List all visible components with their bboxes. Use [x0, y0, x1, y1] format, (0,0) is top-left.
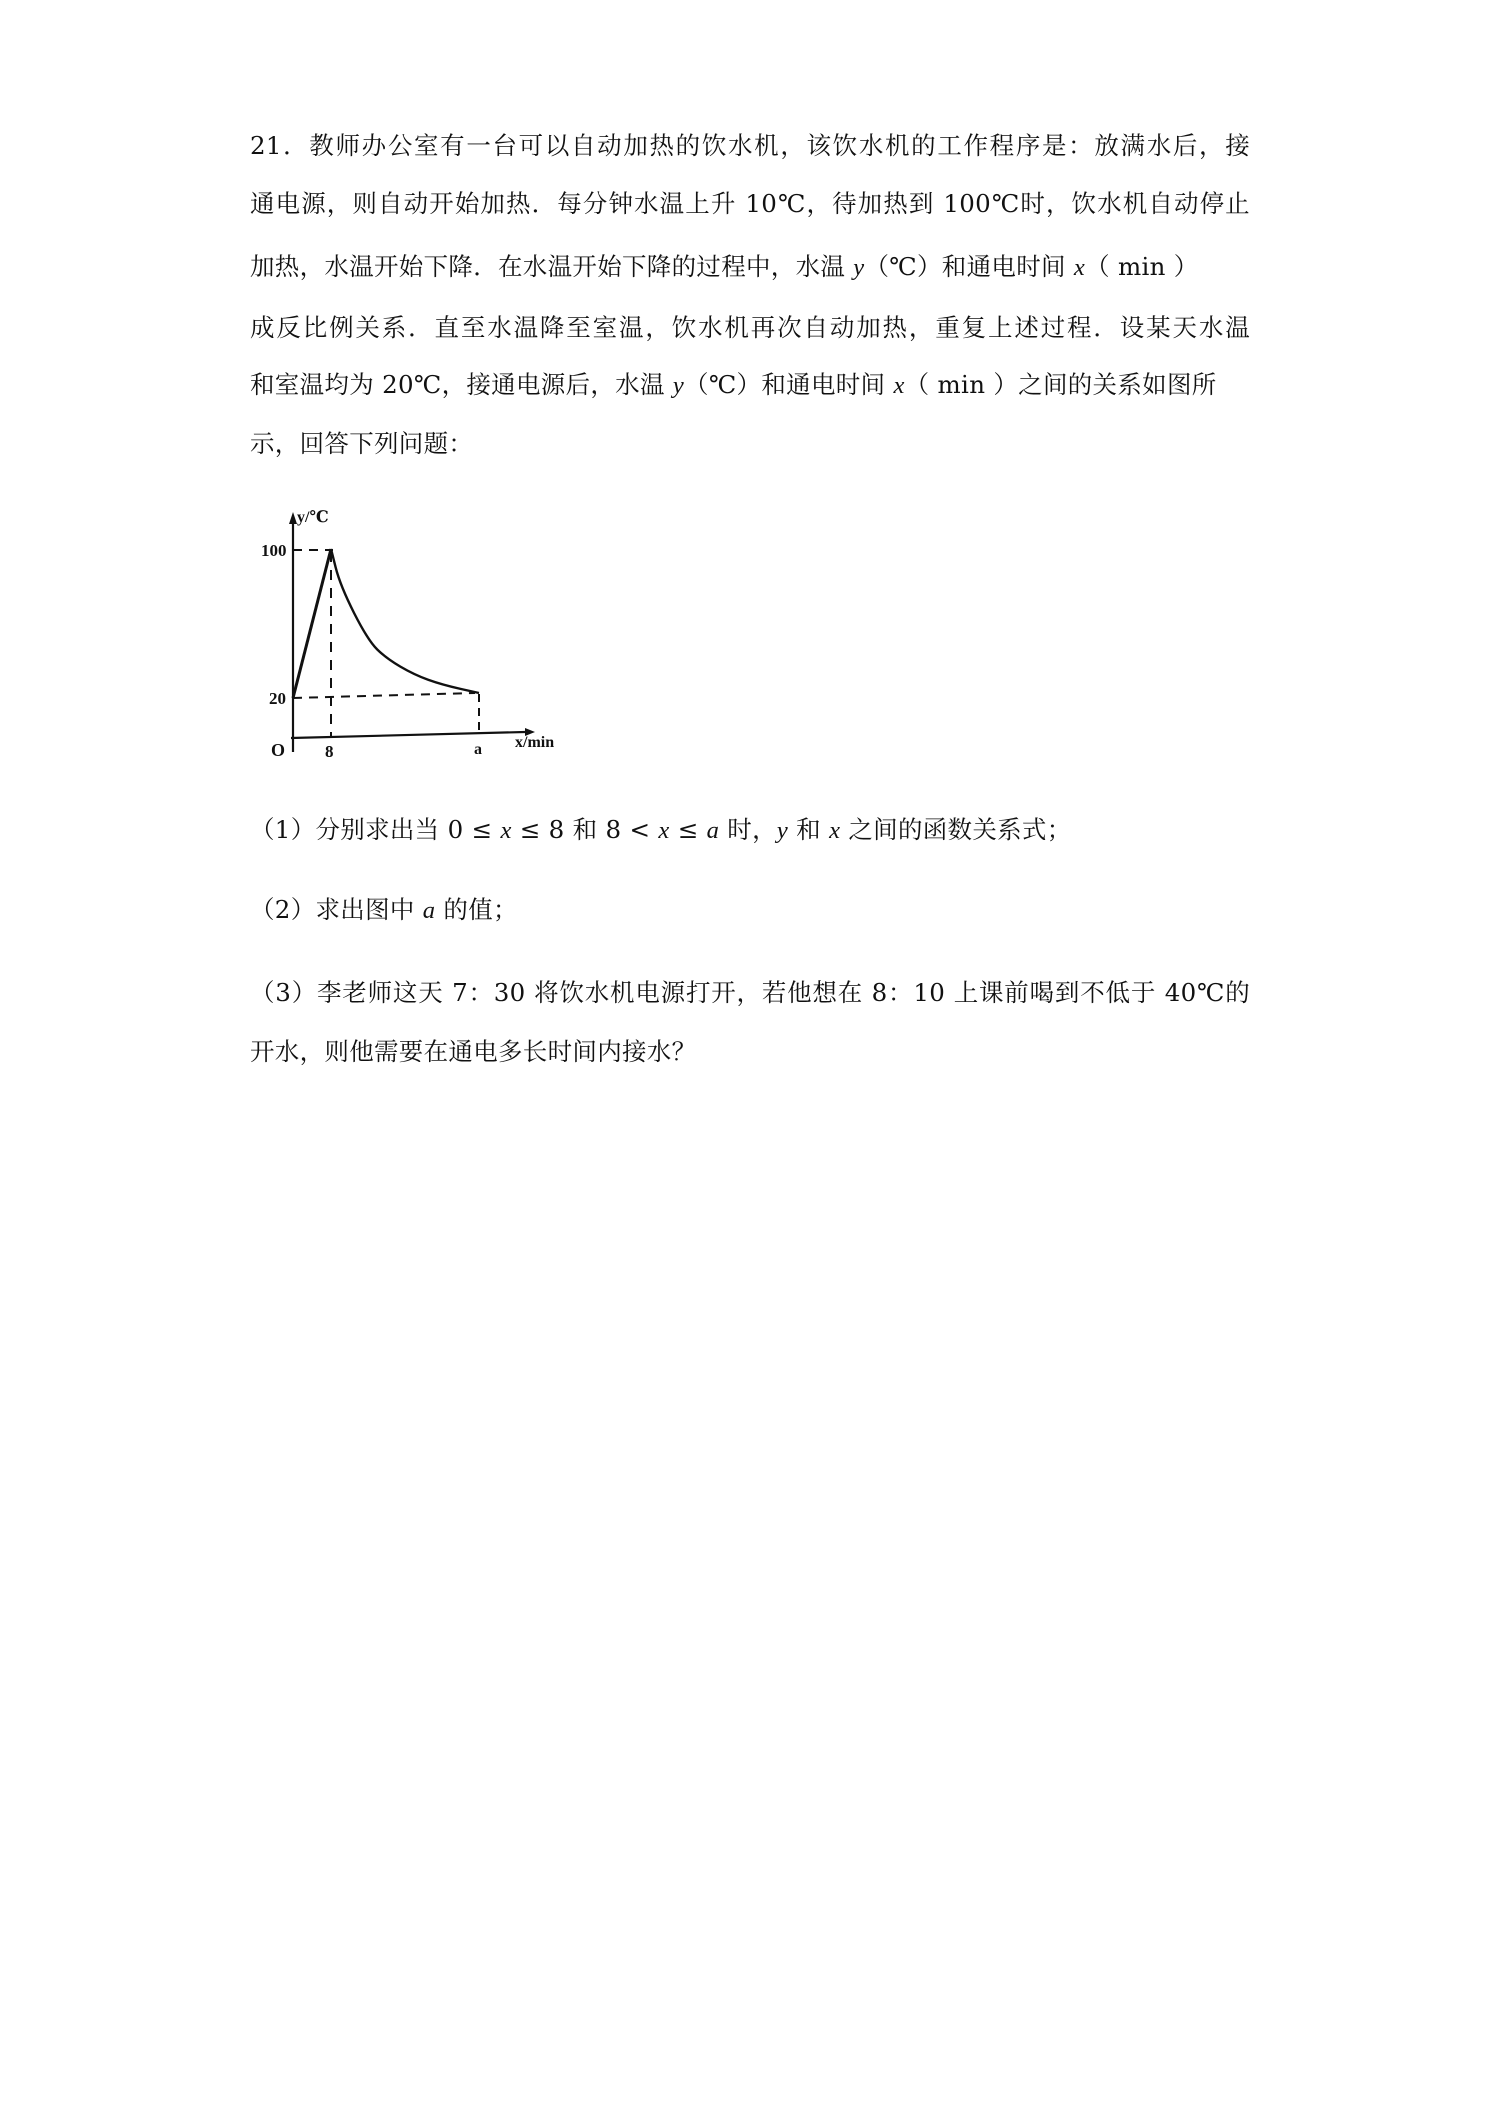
problem-line-3-end: （ min ） [1085, 252, 1199, 281]
var-y: y [776, 817, 789, 844]
graph-svg [261, 500, 585, 770]
problem-line-4: 成反比例关系．直至水温降至室温，饮水机再次自动加热，重复上述过程．设某天水温 [250, 313, 1250, 342]
var-a: a [422, 897, 436, 924]
heating-line [293, 549, 331, 698]
problem-line-3 [250, 249, 1250, 286]
x-axis-label: x/min [515, 734, 555, 751]
q2-part-b: 的值； [435, 895, 518, 924]
var-y: y [672, 372, 685, 399]
temperature-time-graph [261, 500, 585, 770]
var-x: x [829, 817, 841, 844]
q1-part-c: ≤ [669, 815, 707, 844]
var-x: x [893, 372, 905, 399]
problem-line-3-mid: （℃）和通电时间 [864, 252, 1074, 281]
q1-part-d: 时， [719, 815, 777, 844]
problem-line-5-mid: （℃）和通电时间 [684, 370, 894, 399]
q1-part-b: ≤ 8 和 8 < [511, 815, 659, 844]
q2-part-a: （2）求出图中 [250, 895, 423, 924]
x-tick-8: 8 [325, 742, 334, 761]
y-tick-20: 20 [269, 689, 286, 708]
y-axis-arrow [289, 512, 297, 524]
question-1 [250, 812, 1250, 849]
var-y: y [853, 254, 865, 281]
var-a: a [706, 817, 720, 844]
var-x: x [658, 817, 670, 844]
series-group [293, 549, 479, 698]
cooling-curve [331, 549, 479, 693]
problem-line-6: 示，回答下列问题： [250, 429, 474, 458]
x-axis [291, 732, 525, 738]
y-axis-label: y/℃ [297, 509, 329, 526]
problem-line-5 [250, 367, 1250, 404]
y-tick-100: 100 [261, 541, 287, 560]
problem-line-5-end: （ min ）之间的关系如图所 [904, 370, 1217, 399]
x-tick-a: a [474, 741, 482, 758]
var-x: x [500, 817, 512, 844]
problem-line-2: 通电源，则自动开始加热．每分钟水温上升 10℃，待加热到 100℃时，饮水机自动停止 [250, 189, 1250, 218]
question-3-line-2: 开水，则他需要在通电多长时间内接水？ [250, 1037, 697, 1066]
problem-line-3-text: 加热，水温开始下降．在水温开始下降的过程中，水温 [250, 252, 854, 281]
origin-label: O [271, 740, 286, 760]
question-2 [250, 892, 1250, 929]
q1-part-f: 之间的函数关系式； [840, 815, 1072, 844]
question-3-line-1: （3）李老师这天 7：30 将饮水机电源打开，若他想在 8：10 上课前喝到不低于 40℃的 [250, 978, 1250, 1007]
var-x: x [1073, 254, 1086, 281]
guide-20 [293, 693, 475, 698]
problem-line-1: 21．教师办公室有一台可以自动加热的饮水机，该饮水机的工作程序是：放满水后，接 [250, 131, 1250, 160]
q1-part-e: 和 [788, 815, 830, 844]
problem-line-5-text: 和室温均为 20℃，接通电源后，水温 [250, 370, 673, 399]
q1-part-a: （1）分别求出当 0 ≤ [250, 815, 501, 844]
